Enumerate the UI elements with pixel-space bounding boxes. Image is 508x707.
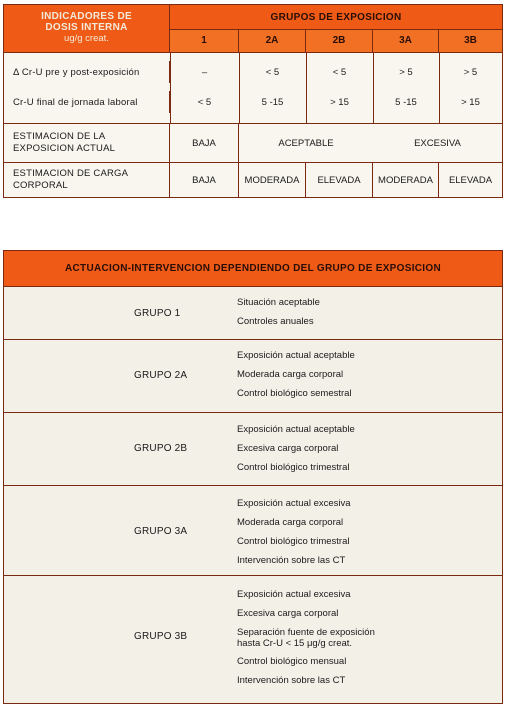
carga-cell-1: BAJA [170, 163, 239, 197]
group-name: GRUPO 1 [134, 308, 181, 319]
intervention-table-title: ACTUACION-INTERVENCION DEPENDIENDO DEL GRUPO DE EXPOSICION [4, 251, 502, 287]
row-final-cell-2b: > 15 [330, 96, 349, 108]
action-item: Moderada carga corporal [237, 517, 344, 528]
estimacion-carga-line2: CORPORAL [13, 180, 68, 191]
group-name: GRUPO 2B [134, 443, 188, 454]
actual-aceptable-cell: ACEPTABLE [278, 137, 334, 149]
row-delta-cell-3a: > 5 [399, 66, 413, 78]
group-header-3b: 3B [439, 30, 502, 53]
action-item: Control biológico mensual [237, 656, 347, 667]
action-item: Situación aceptable [237, 297, 320, 308]
group-header-1: 1 [170, 30, 239, 53]
group-name: GRUPO 2A [134, 370, 188, 381]
row-final-cell-3a: 5 -15 [395, 96, 417, 108]
row-estimacion-actual-label [4, 124, 170, 162]
row-final-cell-1: < 5 [197, 96, 212, 108]
carga-cell-2b: ELEVADA [306, 163, 373, 197]
intervention-table [3, 250, 503, 704]
action-item: Intervención sobre las CT [237, 555, 346, 566]
group-name: GRUPO 3B [134, 631, 188, 642]
divider [306, 53, 307, 124]
estimacion-actual-line1: ESTIMACION DE LA [13, 131, 106, 142]
actual-baja-cell: BAJA [170, 124, 239, 162]
group-row-2a [4, 340, 502, 413]
row-delta-cr-u-label: Δ Cr-U pre y post-exposición [4, 61, 170, 83]
group-header-3a: 3A [373, 30, 439, 53]
group-header-2b: 2B [306, 30, 373, 53]
exposure-groups-table [3, 4, 503, 198]
action-item: hasta Cr-U < 15 μg/g creat. [237, 638, 353, 649]
estimacion-actual-line2: EXPOSICION ACTUAL [13, 143, 116, 154]
group-row-3a [4, 486, 502, 576]
row-delta-cell-3b: > 5 [463, 66, 478, 78]
group-row-3b [4, 576, 502, 703]
row-estimacion-carga-label [4, 163, 170, 197]
divider [239, 53, 240, 124]
estimacion-carga-line1: ESTIMACION DE CARGA [13, 168, 129, 179]
action-item: Exposición actual aceptable [237, 350, 355, 361]
header-left-line2: DOSIS INTERNA [45, 22, 128, 33]
header-left-line1: INDICADORES DE [41, 11, 132, 22]
action-item: Intervención sobre las CT [237, 675, 346, 686]
action-item: Excesiva carga corporal [237, 608, 339, 619]
group-header-2a: 2A [239, 30, 306, 53]
row-delta-cell-2a: < 5 [265, 66, 280, 78]
divider [373, 53, 374, 124]
header-left-unit: ug/g creat. [64, 33, 109, 44]
row-final-cell-3b: > 15 [461, 96, 480, 108]
action-item: Exposición actual aceptable [237, 424, 355, 435]
group-name: GRUPO 3A [134, 526, 188, 537]
action-item: Moderada carga corporal [237, 369, 344, 380]
row-cr-u-final-label: Cr-U final de jornada laboral [4, 91, 170, 113]
action-item: Exposición actual excesiva [237, 498, 351, 509]
actual-excesiva-cell: EXCESIVA [414, 137, 461, 149]
action-item: Control biológico trimestral [237, 536, 350, 547]
exposure-groups-header: GRUPOS DE EXPOSICION [170, 5, 502, 30]
action-item: Controles anuales [237, 316, 314, 327]
group-row-2b [4, 413, 502, 486]
group-row-1 [4, 287, 502, 340]
row-final-cell-2a: 5 -15 [261, 96, 284, 108]
action-item: Control biológico trimestral [237, 462, 350, 473]
divider [439, 53, 440, 124]
carga-cell-3b: ELEVADA [448, 174, 493, 186]
carga-cell-2a: MODERADA [239, 163, 306, 197]
row-delta-cell-1: – [201, 66, 208, 78]
row-delta-cell-2b: < 5 [332, 66, 347, 78]
action-item: Separación fuente de exposición [237, 627, 375, 638]
divider [170, 53, 171, 124]
carga-cell-3a: MODERADA [373, 163, 439, 197]
action-item: Excesiva carga corporal [237, 443, 339, 454]
internal-dose-indicators-header [4, 5, 170, 53]
action-item: Control biológico semestral [237, 388, 352, 399]
action-item: Exposición actual excesiva [237, 589, 351, 600]
